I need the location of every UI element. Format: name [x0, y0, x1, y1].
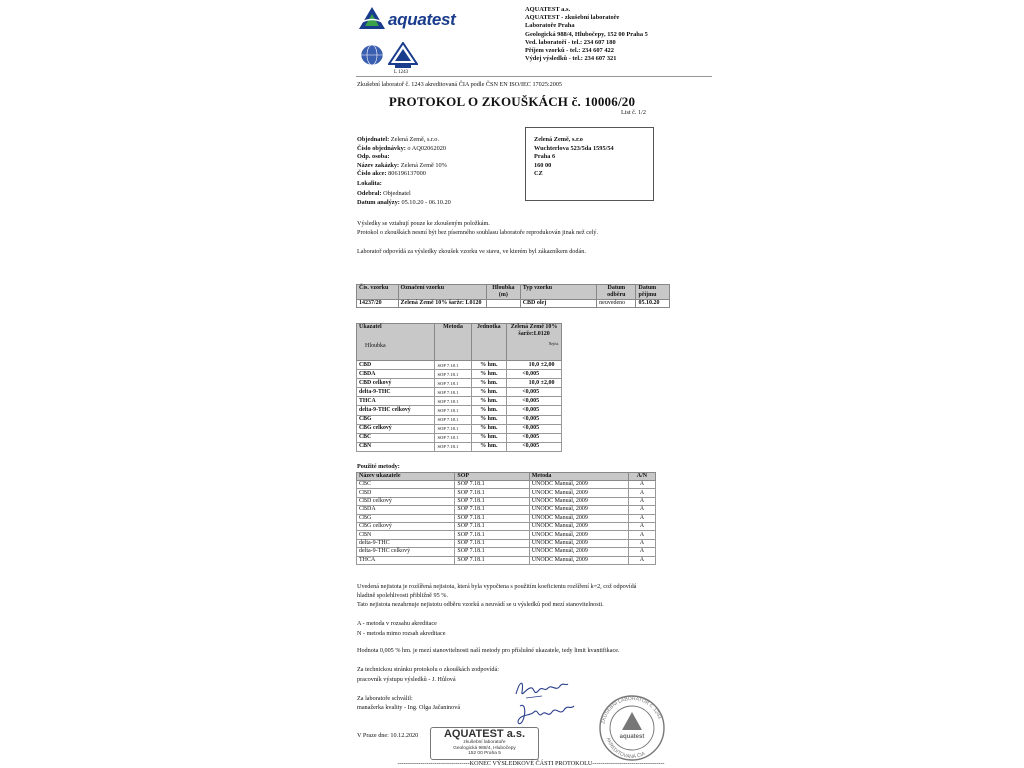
column-header: Metoda [435, 324, 471, 361]
parameter-method: SOP 7.18.1 [435, 370, 471, 379]
uncertainty-subheader: Nejist. [548, 341, 559, 346]
column-header: Datum odběru [597, 285, 636, 300]
parameter-name: CBG celkový [357, 424, 435, 433]
method-accredited: A [628, 497, 655, 505]
company-line: Příjem vzorků - tel.: 234 607 422 [525, 47, 614, 55]
aquatest-logo [358, 6, 456, 35]
info-analysis-date: Datum analýzy: 05.10.20 - 06.10.20 [357, 199, 451, 206]
table-row [357, 489, 656, 497]
parameter-name: THCA [357, 397, 435, 406]
info-order-name: Název zakázky: Zelená Země 10% [357, 161, 447, 169]
info-order-number: Číslo objednávky: o AQ02062020 [357, 144, 447, 152]
parameter-unit: % hm. [471, 370, 507, 379]
method-sop: SOP 7.18.1 [455, 539, 529, 547]
method-reference: UNODC Manuál, 2009 [529, 489, 628, 497]
method-reference: UNODC Manuál, 2009 [529, 506, 628, 514]
note-line: Laboratoř odpovídá za výsledky zkoušek vzorku ve stavu, ve kterém byl zákazníkem dodán. [357, 248, 586, 255]
logo-triangle-icon [358, 6, 386, 30]
protocol-title: PROTOKOL O ZKOUŠKÁCH č. 10006/20 [388, 94, 636, 109]
results-body [357, 361, 562, 452]
method-parameter: CBDA [357, 506, 455, 514]
parameter-value: <0,005 [507, 424, 562, 433]
company-stamp [430, 727, 539, 760]
sample-table [356, 284, 670, 308]
note-line: Protokol o zkouškách nesmí být bez písemného souhlasu laboratoře reprodukován jinak než celý. [357, 229, 599, 236]
sample-depth [487, 300, 521, 308]
accreditation-round-stamp [594, 694, 670, 762]
signature-jacaninova [514, 700, 578, 728]
method-accredited: A [628, 481, 655, 489]
sample-number: 14237/20 [357, 300, 399, 308]
methods-body [357, 481, 656, 565]
note-line: pracovník výstupu výsledků - J. Hůlová [357, 676, 456, 683]
method-parameter: CBD [357, 489, 455, 497]
parameter-unit: % hm. [471, 388, 507, 397]
parameter-value: <0,005 [507, 388, 562, 397]
svg-text:AKREDITOVANÁ ČIA: AKREDITOVANÁ ČIA [604, 736, 647, 761]
parameter-name: CBD [357, 361, 435, 370]
note-line: Tato nejistota nezahrnuje nejistotu odběru vzorků a neuvádí se u výsledků pod mezí stanovitelnosti. [357, 601, 604, 608]
column-header: SOP [455, 473, 529, 481]
receipt-date: 05.10.20 [636, 300, 670, 308]
column-header: Název ukazatele [357, 473, 455, 481]
stamp-line: Geologická 988/4, Hlubočepy [453, 745, 516, 751]
column-header: Označení vzorku [398, 285, 486, 300]
method-parameter: CBD celkový [357, 497, 455, 505]
table-row [357, 433, 562, 442]
method-parameter: CBG celkový [357, 522, 455, 530]
method-reference: UNODC Manuál, 2009 [529, 548, 628, 556]
company-line: Laboratoře Praha [525, 22, 575, 30]
method-sop: SOP 7.18.1 [455, 531, 529, 539]
table-row [357, 424, 562, 433]
table-header-row [357, 324, 562, 361]
address-line: Wuchterlova 523/5da 1595/54 [534, 144, 614, 152]
table-row [357, 506, 656, 514]
note-line: A - metoda v rozsahu akreditace [357, 620, 437, 627]
method-accredited: A [628, 506, 655, 514]
note-line: Za laboratoře schválil: [357, 695, 413, 702]
table-row [357, 497, 656, 505]
method-reference: UNODC Manuál, 2009 [529, 531, 628, 539]
parameter-name: delta-9-THC [357, 388, 435, 397]
parameter-method: SOP 7.18.1 [435, 388, 471, 397]
method-accredited: A [628, 489, 655, 497]
method-reference: UNODC Manuál, 2009 [529, 556, 628, 564]
address-line: CZ [534, 170, 543, 177]
svg-text:ZKUŠEBNÍ LABORATOŘ č. 1243: ZKUŠEBNÍ LABORATOŘ č. 1243 [600, 695, 663, 725]
parameter-uncertainty: ±2,00 [540, 379, 555, 386]
method-sop: SOP 7.18.1 [455, 522, 529, 530]
method-accredited: A [628, 556, 655, 564]
column-header: Typ vzorku [520, 285, 596, 300]
note-line: hladině spolehlivosti přibližně 95 %. [357, 592, 448, 599]
column-header: Zelená Země 10% šarže:L0120 Nejist. [507, 324, 562, 361]
accreditation-statement: Zkušební laboratoř č. 1243 akreditovaná ČIA podle ČSN EN ISO/IEC 17025:2005 [357, 81, 563, 88]
note-line: Hodnota 0,005 % hm. je mezí stanovitelnosti naší metody pro příslušné ukazatele, tedy limit kvantifikace. [357, 647, 620, 654]
table-row [357, 415, 562, 424]
table-row [357, 522, 656, 530]
method-reference: UNODC Manuál, 2009 [529, 481, 628, 489]
parameter-name: CBC [357, 433, 435, 442]
info-action-number: Číslo akce: 806196137000 [357, 170, 426, 177]
company-line: Ved. laboratoří - tel.: 234 607 180 [525, 38, 616, 46]
company-line: AQUATEST a.s. [525, 6, 571, 13]
company-line: AQUATEST - zkušební laboratoře [525, 14, 620, 22]
signature-hulova [512, 676, 572, 702]
method-sop: SOP 7.18.1 [455, 556, 529, 564]
parameter-value: <0,005 [507, 433, 562, 442]
column-header: Datum příjmu [636, 285, 670, 300]
end-of-results-line: -----------------------------------KONEC VÝSLEDKOVÉ ČÁSTI PROTOKOLU----------------------------------- [397, 760, 665, 767]
parameter-method: SOP 7.18.1 [435, 442, 471, 451]
table-row [357, 406, 562, 415]
depth-subheader: Hloubka [365, 343, 386, 349]
parameter-value: <0,005 [507, 415, 562, 424]
method-accredited: A [628, 514, 655, 522]
customer-address-box [525, 127, 654, 201]
column-header: A/N [628, 473, 655, 481]
accreditation-triangle-icon [388, 42, 418, 68]
address-line: Zelená Země, s.r.o [534, 136, 583, 143]
parameter-value: <0,005 [507, 442, 562, 451]
method-reference: UNODC Manuál, 2009 [529, 497, 628, 505]
table-row [357, 481, 656, 489]
svg-text:aquatest: aquatest [619, 734, 645, 740]
parameter-unit: % hm. [471, 424, 507, 433]
address-line: 160 00 [534, 161, 552, 169]
parameter-method: SOP 7.18.1 [435, 433, 471, 442]
method-parameter: delta-9-THC celkový [357, 548, 455, 556]
method-accredited: A [628, 539, 655, 547]
parameter-name: delta-9-THC celkový [357, 406, 435, 415]
method-reference: UNODC Manuál, 2009 [529, 522, 628, 530]
column-header: Čís. vzorku [357, 285, 399, 300]
parameter-unit: % hm. [471, 379, 507, 388]
column-header: Hloubka (m) [487, 285, 521, 300]
parameter-name: CBD celkový [357, 379, 435, 388]
parameter-method: SOP 7.18.1 [435, 424, 471, 433]
iso-badge [360, 44, 384, 71]
cia-accreditation-badge [388, 42, 418, 73]
parameter-unit: % hm. [471, 433, 507, 442]
note-line: manažerka kvality - Ing. Olga Jačaninová [357, 704, 461, 711]
table-row [357, 361, 562, 370]
method-sop: SOP 7.18.1 [455, 548, 529, 556]
stamp-line: zkušební laboratoře [463, 740, 506, 745]
header-divider [356, 76, 712, 77]
note-line: Výsledky se vztahují pouze ke zkoušeným položkám. [357, 220, 490, 227]
method-sop: SOP 7.18.1 [455, 489, 529, 497]
method-sop: SOP 7.18.1 [455, 481, 529, 489]
method-reference: UNODC Manuál, 2009 [529, 539, 628, 547]
stamp-company-name: AQUATEST a.s. [443, 728, 526, 740]
parameter-name: CBN [357, 442, 435, 451]
note-line: N - metoda mimo rozsah akreditace [357, 630, 446, 637]
accreditation-number: L 1243 [394, 70, 409, 75]
issue-date: V Praze dne: 10.12.2020 [357, 732, 419, 739]
parameter-unit: % hm. [471, 397, 507, 406]
parameter-method: SOP 7.18.1 [435, 379, 471, 388]
company-line: Geologická 988/4, Hlubočepy, 152 00 Praha 5 [525, 30, 648, 38]
method-sop: SOP 7.18.1 [455, 497, 529, 505]
method-accredited: A [628, 548, 655, 556]
parameter-method: SOP 7.18.1 [435, 361, 471, 370]
column-header: Ukazatel Hloubka [357, 324, 435, 361]
methods-table [356, 472, 656, 565]
parameter-uncertainty: ±2,00 [540, 361, 555, 368]
table-row [357, 556, 656, 564]
sheet-number: List č. 1/2 [621, 109, 646, 116]
sample-type: CBD olej [520, 300, 596, 308]
method-parameter: delta-9-THC [357, 539, 455, 547]
method-parameter: CBC [357, 481, 455, 489]
method-parameter: CBN [357, 531, 455, 539]
table-header-row [357, 285, 670, 300]
info-customer: Objednatel: Zelená Země, s.r.o. [357, 136, 440, 143]
method-sop: SOP 7.18.1 [455, 514, 529, 522]
table-row [357, 442, 562, 451]
parameter-value: <0,005 [507, 397, 562, 406]
parameter-name: CBG [357, 415, 435, 424]
method-parameter: THCA [357, 556, 455, 564]
table-row [357, 548, 656, 556]
parameter-name: CBDA [357, 370, 435, 379]
parameter-value: 10,0 ±2,00 [507, 361, 562, 370]
stamp-line: 152 00 Praha 5 [468, 751, 501, 757]
parameter-value: 10,0 ±2,00 [507, 379, 562, 388]
table-header-row [357, 473, 656, 481]
parameter-value: <0,005 [507, 406, 562, 415]
sample-label: Zelená Země 10% šarže: L0120 [398, 300, 486, 308]
method-sop: SOP 7.18.1 [455, 506, 529, 514]
info-sampled-by: Odebral: Objednatel [357, 189, 411, 197]
table-row [357, 300, 670, 308]
parameter-unit: % hm. [471, 442, 507, 451]
column-header: Metoda [529, 473, 628, 481]
parameter-method: SOP 7.18.1 [435, 406, 471, 415]
method-accredited: A [628, 531, 655, 539]
column-header: Jednotka [471, 324, 507, 361]
table-row [357, 397, 562, 406]
parameter-value: <0,005 [507, 370, 562, 379]
parameter-unit: % hm. [471, 361, 507, 370]
note-line: Uvedená nejistota je rozšířená nejistota, která byla vypočtena s použitím koeficientu rozšíření k=2, což odpovídá [357, 583, 637, 590]
company-info [525, 6, 648, 63]
info-responsible: Odp. osoba: [357, 153, 390, 160]
parameter-method: SOP 7.18.1 [435, 397, 471, 406]
table-row [357, 514, 656, 522]
method-reference: UNODC Manuál, 2009 [529, 514, 628, 522]
note-line: Za technickou stránku protokolu o zkouškách zodpovídá: [357, 666, 499, 673]
method-parameter: CBG [357, 514, 455, 522]
info-locality: Lokalita: [357, 180, 382, 187]
table-row [357, 379, 562, 388]
parameter-unit: % hm. [471, 406, 507, 415]
sample-date: neuvedeno [597, 300, 636, 308]
results-table [356, 323, 562, 452]
table-row [357, 370, 562, 379]
address-line: Praha 6 [534, 153, 556, 160]
methods-title: Použité metody: [357, 463, 400, 470]
table-row [357, 388, 562, 397]
parameter-method: SOP 7.18.1 [435, 415, 471, 424]
logo-wordmark: aquatest [388, 10, 456, 29]
company-line: Výdej výsledků - tel.: 234 607 321 [525, 55, 617, 63]
table-row [357, 531, 656, 539]
iso-globe-icon [360, 44, 384, 66]
table-row [357, 539, 656, 547]
method-accredited: A [628, 522, 655, 530]
parameter-unit: % hm. [471, 415, 507, 424]
